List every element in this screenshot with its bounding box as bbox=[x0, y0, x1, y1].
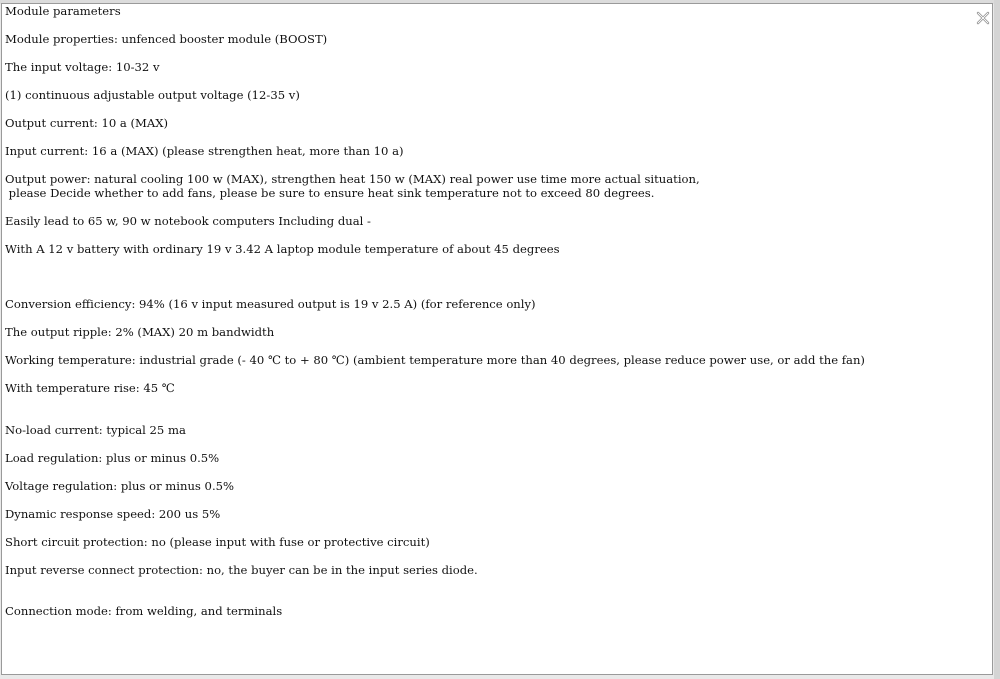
text-line: Load regulation: plus or minus 0.5% bbox=[5, 451, 220, 465]
text-line: Module properties: unfenced booster module (BOOST) bbox=[5, 32, 328, 46]
text-line: Dynamic response speed: 200 us 5% bbox=[5, 507, 221, 521]
text-line: Voltage regulation: plus or minus 0.5% bbox=[5, 479, 235, 493]
text-line: Input current: 16 a (MAX) (please strengthen heat, more than 10 a) bbox=[5, 144, 404, 158]
text-line: Output current: 10 a (MAX) bbox=[5, 116, 169, 130]
text-line: Connection mode: from welding, and terminals bbox=[5, 604, 283, 618]
text-line: Short circuit protection: no (please input with fuse or protective circuit) bbox=[5, 535, 430, 549]
background-scrollbar-edge bbox=[994, 0, 1000, 679]
text-line: No-load current: typical 25 ma bbox=[5, 423, 186, 437]
text-line: With A 12 v battery with ordinary 19 v 3.42 A laptop module temperature of about 45 degrees bbox=[5, 242, 560, 256]
text-line: The input voltage: 10-32 v bbox=[5, 60, 160, 74]
text-line: With temperature rise: 45 ℃ bbox=[5, 381, 175, 395]
text-line: Module parameters bbox=[5, 4, 121, 18]
text-line: (1) continuous adjustable output voltage (12-35 v) bbox=[5, 88, 300, 102]
text-line: Conversion efficiency: 94% (16 v input measured output is 19 v 2.5 A) (for reference only) bbox=[5, 297, 536, 311]
text-line: Working temperature: industrial grade (- 40 ℃ to + 80 ℃) (ambient temperature more than 40 degrees, please reduce power use, or add the fan) bbox=[5, 353, 865, 367]
parameters-text bbox=[5, 4, 991, 618]
module-parameters-popup bbox=[1, 3, 993, 675]
text-line: Easily lead to 65 w, 90 w notebook computers Including dual - bbox=[5, 214, 371, 228]
text-line: The output ripple: 2% (MAX) 20 m bandwidth bbox=[5, 325, 275, 339]
text-line: Input reverse connect protection: no, the buyer can be in the input series diode. bbox=[5, 563, 478, 577]
text-line: Output power: natural cooling 100 w (MAX), strengthen heat 150 w (MAX) real power use time more actual situation, bbox=[5, 172, 700, 186]
text-line: please Decide whether to add fans, please be sure to ensure heat sink temperature not to exceed 80 degrees. bbox=[5, 186, 655, 200]
